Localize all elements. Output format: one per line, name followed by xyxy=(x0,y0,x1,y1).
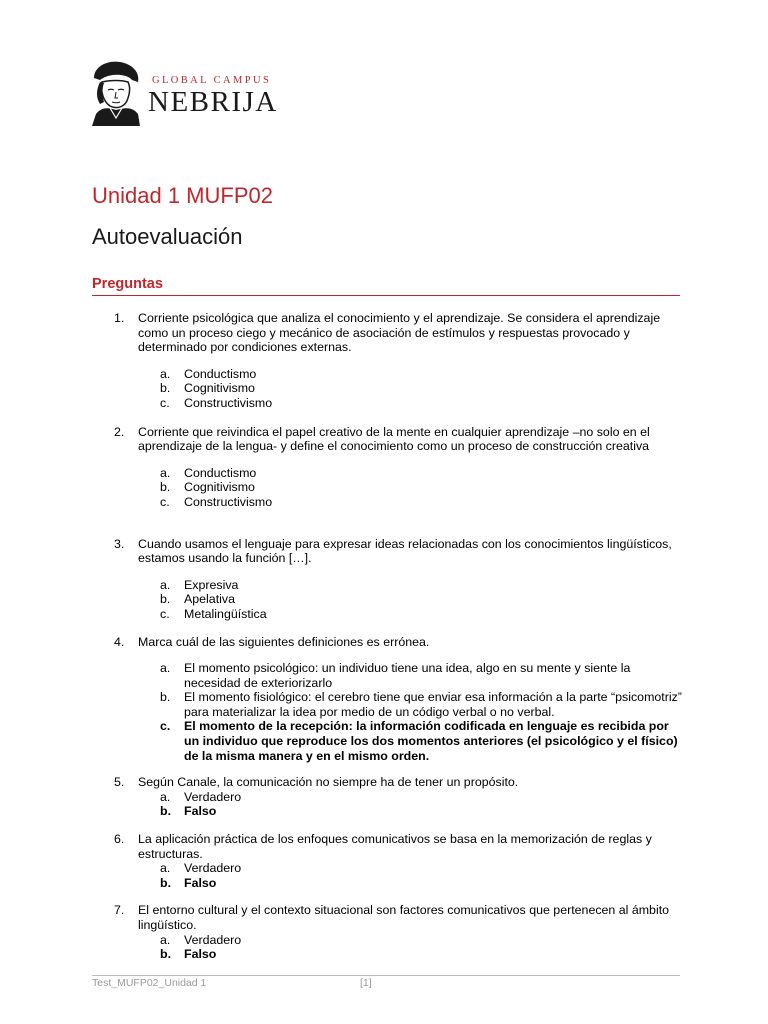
option-letter: c. xyxy=(160,719,171,734)
section-heading: Preguntas xyxy=(92,276,163,292)
question-7 xyxy=(92,903,682,961)
option-a xyxy=(138,861,682,876)
option-text: Expresiva xyxy=(184,577,239,592)
option-text: Metalingüística xyxy=(184,606,267,621)
question-6 xyxy=(92,832,682,890)
option-b-correct xyxy=(138,876,682,891)
option-letter: c. xyxy=(160,606,170,621)
option-text: Conductismo xyxy=(184,366,257,381)
option-text: Cognitivismo xyxy=(184,480,255,495)
option-list xyxy=(138,466,682,510)
question-number: 5. xyxy=(114,775,125,790)
page-subtitle: Autoevaluación xyxy=(92,224,243,249)
option-letter: b. xyxy=(160,480,171,495)
option-letter: a. xyxy=(160,577,171,592)
footer-page-number: [1] xyxy=(360,977,372,989)
option-a xyxy=(138,661,682,690)
option-b xyxy=(138,480,682,495)
footer-doc-name: Test_MUFP02_Unidad 1 xyxy=(92,977,207,989)
option-text: Cognitivismo xyxy=(184,381,255,396)
question-5 xyxy=(92,775,682,819)
footer-divider xyxy=(92,975,680,976)
option-letter: b. xyxy=(160,875,172,890)
option-c xyxy=(138,607,682,622)
option-letter: b. xyxy=(160,690,171,705)
option-letter: a. xyxy=(160,932,171,947)
option-letter: b. xyxy=(160,381,171,396)
question-text: El entorno cultural y el contexto situacional son factores comunicativos que pertenecen al ámbito lingüístico. xyxy=(138,903,670,932)
option-letter: c. xyxy=(160,395,170,410)
question-number: 4. xyxy=(114,634,125,649)
option-b-correct xyxy=(138,804,682,819)
logo-subtitle: GLOBAL CAMPUS xyxy=(152,75,272,86)
option-letter: b. xyxy=(160,804,172,819)
question-number: 3. xyxy=(114,536,125,551)
heading-divider xyxy=(92,295,680,296)
option-b xyxy=(138,381,682,396)
option-letter: a. xyxy=(160,861,171,876)
option-a xyxy=(138,578,682,593)
question-number: 7. xyxy=(114,903,125,918)
question-number: 6. xyxy=(114,832,125,847)
option-a xyxy=(138,367,682,382)
option-list xyxy=(138,790,682,819)
option-text: Falso xyxy=(184,875,217,890)
option-text: Verdadero xyxy=(184,932,242,947)
question-text: Según Canale, la comunicación no siempre ha de tener un propósito. xyxy=(138,775,519,790)
option-text: Verdadero xyxy=(184,789,242,804)
option-letter: c. xyxy=(160,494,170,509)
option-text: El momento psicológico: un individuo tiene una idea, algo en su mente y siente la necesidad de exteriorizarlo xyxy=(184,661,631,690)
option-b-correct xyxy=(138,947,682,962)
option-letter: a. xyxy=(160,661,171,676)
option-letter: a. xyxy=(160,789,171,804)
option-text: Constructivismo xyxy=(184,494,273,509)
question-text: Marca cuál de las siguientes definiciones es errónea. xyxy=(138,634,430,649)
option-letter: b. xyxy=(160,947,172,962)
question-number: 1. xyxy=(114,311,125,325)
option-text: Verdadero xyxy=(184,861,242,876)
option-list xyxy=(138,861,682,890)
unit-title: Unidad 1 MUFP02 xyxy=(92,183,273,208)
option-c xyxy=(138,495,682,510)
option-b xyxy=(138,592,682,607)
option-c-correct xyxy=(138,719,682,763)
option-a xyxy=(138,466,682,481)
option-b xyxy=(138,690,682,719)
option-text: Falso xyxy=(184,804,217,819)
option-list xyxy=(138,578,682,622)
question-text: Cuando usamos el lenguaje para expresar ideas relacionadas con los conocimientos lingüísticos, estamos usando la función […]. xyxy=(138,536,672,566)
option-text: Falso xyxy=(184,947,217,962)
option-letter: b. xyxy=(160,592,171,607)
option-text: El momento de la recepción: la información codificada en lenguaje es recibida por un individuo que reproduce los dos momentos anteriores (el psicológico y el físico) de la misma manera y en el mismo orden. xyxy=(184,719,678,763)
question-2 xyxy=(92,425,682,510)
option-list xyxy=(138,933,682,962)
option-letter: a. xyxy=(160,465,171,480)
option-text: Conductismo xyxy=(184,465,257,480)
option-letter: a. xyxy=(160,366,171,381)
option-text: Constructivismo xyxy=(184,395,273,410)
question-3 xyxy=(92,537,682,622)
question-text: Corriente que reivindica el papel creativo de la mente en cualquier aprendizaje –no solo en el aprendizaje de la lengua- y define el conocimiento como un proceso de construcción creativa xyxy=(138,424,650,454)
option-a xyxy=(138,790,682,805)
question-list xyxy=(92,311,682,962)
option-text: El momento fisiológico: el cerebro tiene que enviar esa información a la parte “psicomotriz” para materializar la idea por medio de un código verbal o no verbal. xyxy=(184,690,682,719)
question-number: 2. xyxy=(114,424,125,439)
option-list xyxy=(138,367,682,411)
option-a xyxy=(138,933,682,948)
question-text: Corriente psicológica que analiza el conocimiento y el aprendizaje. Se considera el aprendizaje como un proceso ciego y mecánico de asociación de estímulos y respuestas provocado y determinado por condiciones externas. xyxy=(138,311,661,355)
question-4 xyxy=(92,635,682,764)
question-text: La aplicación práctica de los enfoques comunicativos se basa en la memorización de reglas y estructuras. xyxy=(138,832,652,861)
logo-title: NEBRIJA xyxy=(148,86,278,118)
option-c xyxy=(138,396,682,411)
option-list xyxy=(138,661,682,763)
nebrija-portrait-icon xyxy=(88,58,144,126)
option-text: Apelativa xyxy=(184,592,235,607)
question-1 xyxy=(92,311,682,411)
nebrija-logo xyxy=(88,58,288,128)
